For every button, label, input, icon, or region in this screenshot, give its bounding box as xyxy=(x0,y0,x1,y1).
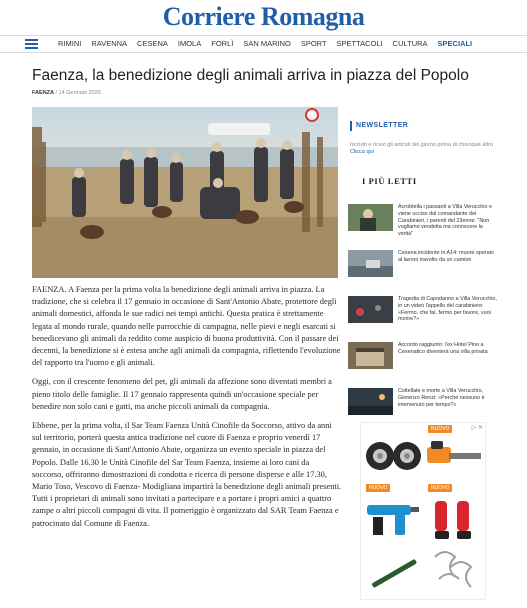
most-read-title-link[interactable]: Cesena incidente in A14: muore operaio al lavoro travolto da un camion xyxy=(398,250,494,263)
site-logo[interactable]: Corriere Romagna xyxy=(162,2,365,31)
thumbnail-image xyxy=(348,388,393,415)
site-header xyxy=(0,0,527,34)
ad-badge: NUOVO xyxy=(366,484,390,492)
ad-choices-icon[interactable]: ▷ ✕ xyxy=(471,425,483,431)
thumbnail-image xyxy=(348,250,393,277)
menu-icon[interactable] xyxy=(25,39,38,49)
most-read-thumbnail[interactable] xyxy=(348,250,393,277)
nav-item-forli[interactable]: FORLÌ xyxy=(211,39,234,48)
most-read-item[interactable] xyxy=(348,296,498,342)
most-read-thumbnail[interactable] xyxy=(348,342,393,369)
ad-badge: NUOVO xyxy=(428,484,452,492)
newsletter-title: NEWSLETTER xyxy=(350,120,500,132)
sidebar-ad[interactable] xyxy=(360,422,486,600)
nav-item-spettacoli[interactable]: SPETTACOLI xyxy=(336,39,383,48)
most-read-thumbnail[interactable] xyxy=(348,296,393,323)
nav-item-ravenna[interactable]: RAVENNA xyxy=(91,39,128,48)
most-read-item[interactable] xyxy=(348,250,498,296)
nav-item-imola[interactable]: IMOLA xyxy=(177,39,202,48)
most-read-title: I PIÙ LETTI xyxy=(362,176,417,186)
most-read-title-link[interactable]: Acrobtella i passanti a Villa Verucchio e viene ucciso dal comandante dei Carabinieri, i parenti del 23enne: "Non vogliamo vendetta ma conoscere la verità" xyxy=(398,204,492,238)
newsletter-description: Iscriviti e ricevi gli articoli del giorno prima di chiunque altro xyxy=(350,142,494,148)
article-meta xyxy=(32,90,101,96)
article-date: 14 Gennaio 2025 xyxy=(58,90,101,96)
main-nav xyxy=(0,35,527,53)
most-read-thumbnail[interactable] xyxy=(348,388,393,415)
nav-item-rimini[interactable]: RIMINI xyxy=(58,39,82,48)
meta-separator: / xyxy=(55,90,58,96)
article-photo-illustration xyxy=(32,107,338,278)
article-paragraph: Ebbene, per la prima volta, il Sar Team Faenza Unità Cinofile da Soccorso, attivo da anni sul territorio, porterà questa antica tradizione nel cuore di Faenza e proprio venerdì 17 gennaio, in occasione di Sant'Antonio Abate, organizza un evento speciale in piazza del Popolo. Dalle 16.30 le Unità Cinofile del Sar Team Faenza, insieme ai loro cani da soccorso, offriranno dimostrazioni di condotta e ricerca di persone disperse e alle 17.30, Mario Toso, Vescovo di Faenza- Modigliana impartirà la benedizione degli animali presenti. Tutti i proprietari di animali sono invitati a partecipare e a portare i propri amici a quattro zampe o altri piccoli compagni di vita. Il pomeriggio è organizzato dal SAR Team Faenza e patrocinato dal Comune di Faenza. xyxy=(32,421,342,528)
thumbnail-image xyxy=(348,296,393,323)
ad-badge: NUOVO xyxy=(428,425,452,433)
most-read-title-link[interactable]: Coltellate e morte a Villa Verucchio, Giorenzo Renzi: «Perché nessuno è intervenuto per tempo?» xyxy=(398,388,485,408)
article-category[interactable]: FAENZA xyxy=(32,90,54,96)
article-paragraph: FAENZA. A Faenza per la prima volta la benedizione degli animali arriva in piazza. La tradizione, che si celebra il 17 gennaio in occasione di Sant'Antonio Abate, protettore degli animali domestici, affonda le sue radici nei tempi antichi. Questa pratica è strettamente legata al mondo rurale, quando nelle parrocchie di campagna, nelle pievi e negli esarcati si benedicevano gli animali da reddito come auspicio di buona produttività. Con il passare dei decenni, la benedizione si è estesa anche agli animali da compagnia, riflettendo l'evoluzione del rapporto tra l'uomo e gli animali. xyxy=(32,285,341,368)
thumbnail-image xyxy=(348,204,393,231)
nav-item-cesena[interactable]: CESENA xyxy=(137,39,168,48)
article-paragraph: Oggi, con il crescente fenomeno del pet, gli animali da affezione sono diventati membri a pieno titolo delle famiglie. Il 17 gennaio rappresenta quindi un'occasione speciale per benedire non solo cani e gatti, ma anche piccoli animali da compagnia. xyxy=(32,377,332,411)
most-read-list xyxy=(348,204,498,434)
nav-item-speciali[interactable]: SPECIALI xyxy=(437,39,473,48)
nav-item-san-marino[interactable]: SAN MARINO xyxy=(243,39,291,48)
most-read-item[interactable] xyxy=(348,342,498,388)
nav-items xyxy=(58,36,482,52)
newsletter-link[interactable]: Clicca qui xyxy=(350,149,374,155)
most-read-item[interactable] xyxy=(348,204,498,250)
most-read-title-link[interactable]: Tragedia di Capodanno a Villa Verucchio, in un video l'appello del carabiniere: «Fermo, che fai, fermo per favore, vuoi morire?» xyxy=(398,296,497,323)
thumbnail-image xyxy=(348,342,393,369)
most-read-thumbnail[interactable] xyxy=(348,204,393,231)
newsletter-text xyxy=(350,142,500,156)
nav-item-sport[interactable]: SPORT xyxy=(300,39,327,48)
article-title: Faenza, la benedizione degli animali arriva in piazza del Popolo xyxy=(32,67,469,84)
article-body xyxy=(32,284,342,537)
most-read-title-link[interactable]: Accordo raggiunto: l'ex Hotel Pino a Cesenatico diventerà una villa privata xyxy=(398,342,488,355)
ad-products-image xyxy=(361,423,487,601)
article-photo xyxy=(32,107,338,278)
nav-item-cultura[interactable]: CULTURA xyxy=(392,39,428,48)
sidebar-newsletter xyxy=(350,120,500,156)
